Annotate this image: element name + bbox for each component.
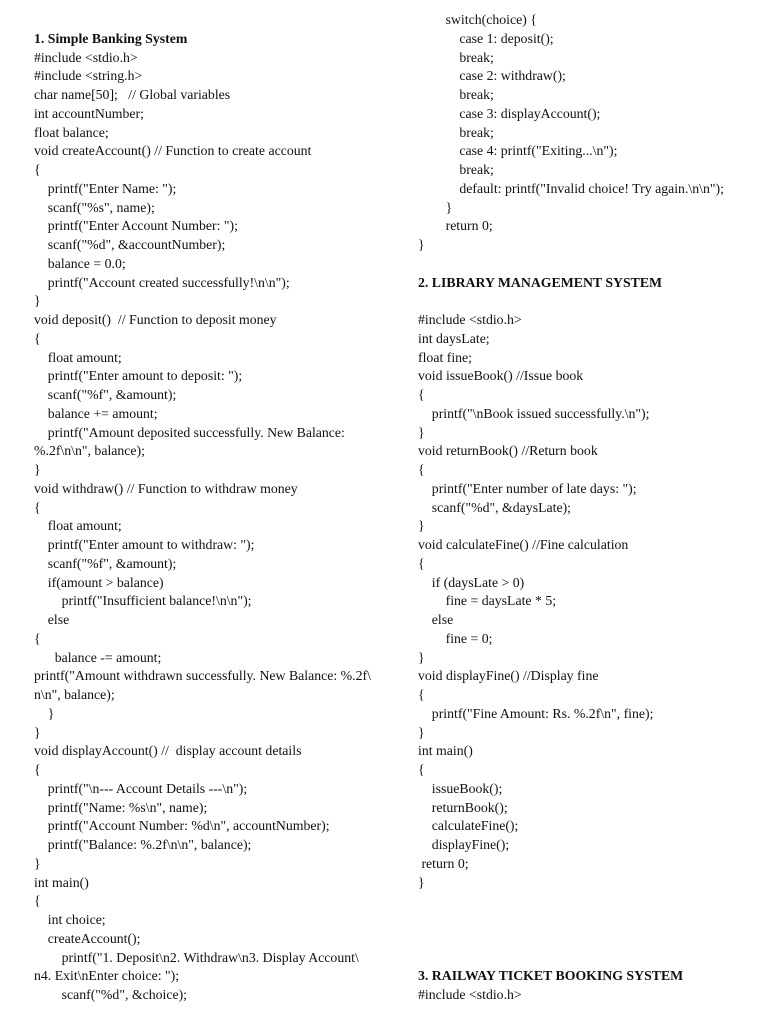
code-line: }: [34, 705, 55, 721]
document-right-column: [418, 11, 758, 1005]
code-line: printf("Fine Amount: Rs. %.2f\n", fine);: [418, 705, 654, 721]
code-line: #include <stdio.h>: [418, 987, 522, 1002]
code-line: [418, 930, 758, 949]
code-line: break;: [418, 49, 494, 65]
code-line: [418, 949, 758, 968]
code-line: case 4: printf("Exiting...\n");: [418, 143, 618, 159]
code-line: balance -= amount;: [34, 649, 162, 665]
code-line: {: [418, 387, 425, 402]
code-line: {: [34, 630, 41, 646]
code-line: void returnBook() //Return book: [418, 443, 598, 459]
code-line: printf("Name: %s\n", name);: [34, 799, 208, 815]
code-line: scanf("%f", &amount);: [34, 555, 177, 571]
code-line: int daysLate;: [418, 330, 490, 346]
code-line: {: [418, 687, 425, 702]
code-line: int main(): [34, 874, 89, 890]
code-line: [418, 292, 758, 311]
code-line: break;: [418, 124, 494, 140]
section-heading: 2. LIBRARY MANAGEMENT SYSTEM: [418, 274, 663, 290]
code-line: float balance;: [34, 124, 109, 140]
code-line: printf("Insufficient balance!\n\n");: [34, 593, 252, 609]
code-line: #include <stdio.h>: [34, 49, 138, 65]
code-line: break;: [418, 87, 494, 102]
code-line: printf("Account Number: %d\n", accountNumber);: [34, 818, 330, 834]
document-left-column: [34, 11, 386, 1005]
code-line: else: [418, 612, 454, 627]
code-line: break;: [418, 162, 494, 177]
section-heading: 3. RAILWAY TICKET BOOKING SYSTEM: [418, 968, 684, 984]
code-line: void issueBook() //Issue book: [418, 368, 584, 384]
code-line: n\n", balance);: [34, 687, 115, 702]
code-line: printf("Balance: %.2f\n\n", balance);: [34, 837, 252, 852]
code-line: }: [418, 724, 425, 740]
code-line: returnBook();: [418, 799, 508, 815]
code-line: {: [418, 762, 425, 777]
code-line: #include <string.h>: [34, 68, 143, 84]
code-line: return 0;: [418, 855, 469, 871]
code-line: printf("Amount deposited successfully. New Balance:: [34, 424, 345, 440]
code-line: printf("Amount withdrawn successfully. New Balance: %.2f\: [34, 668, 371, 684]
code-line: {: [418, 462, 425, 477]
code-line: [34, 11, 386, 30]
code-line: }: [34, 855, 41, 871]
code-line: }: [34, 724, 41, 740]
code-line: void calculateFine() //Fine calculation: [418, 537, 629, 552]
code-line: printf("Enter amount to withdraw: ");: [34, 537, 255, 552]
code-line: else: [34, 612, 70, 627]
code-line: #include <stdio.h>: [418, 312, 522, 327]
code-line: void deposit() // Function to deposit money: [34, 312, 277, 327]
code-line: printf("1. Deposit\n2. Withdraw\n3. Display Account\: [34, 949, 359, 965]
code-line: scanf("%s", name);: [34, 199, 155, 215]
code-line: void createAccount() // Function to create account: [34, 143, 312, 159]
code-line: [418, 892, 758, 911]
code-line: void displayAccount() // display account details: [34, 743, 302, 759]
code-line: [418, 255, 758, 274]
code-line: switch(choice) {: [418, 12, 537, 27]
code-line: {: [34, 330, 41, 346]
code-line: calculateFine();: [418, 818, 519, 834]
code-line: {: [34, 893, 41, 909]
code-line: scanf("%d", &daysLate);: [418, 499, 572, 515]
code-line: balance += amount;: [34, 405, 158, 421]
code-line: int choice;: [34, 912, 106, 927]
code-line: float amount;: [34, 349, 122, 365]
code-line: balance = 0.0;: [34, 255, 126, 271]
code-line: [418, 911, 758, 930]
code-line: }: [418, 874, 425, 890]
section-heading: 1. Simple Banking System: [34, 30, 188, 46]
code-line: case 1: deposit();: [418, 30, 554, 46]
code-line: n4. Exit\nEnter choice: ");: [34, 968, 180, 984]
code-line: }: [418, 649, 425, 665]
code-line: printf("\n--- Account Details ---\n");: [34, 780, 248, 796]
code-line: }: [418, 424, 425, 440]
code-line: fine = daysLate * 5;: [418, 593, 557, 609]
code-line: %.2f\n\n", balance);: [34, 443, 145, 459]
code-line: scanf("%d", &choice);: [34, 987, 188, 1002]
code-line: char name[50]; // Global variables: [34, 87, 231, 102]
code-line: scanf("%f", &amount);: [34, 387, 177, 402]
code-line: if (daysLate > 0): [418, 574, 525, 590]
code-line: printf("Enter amount to deposit: ");: [34, 368, 243, 384]
code-line: default: printf("Invalid choice! Try again.\n\n");: [418, 180, 724, 196]
code-line: {: [418, 555, 425, 571]
code-line: {: [34, 499, 41, 515]
code-line: printf("\nBook issued successfully.\n");: [418, 405, 650, 421]
code-line: issueBook();: [418, 780, 503, 796]
code-line: displayFine();: [418, 837, 510, 852]
code-line: }: [418, 518, 425, 534]
code-line: }: [418, 237, 425, 252]
code-line: printf("Enter Account Number: ");: [34, 218, 238, 234]
code-line: {: [34, 162, 41, 177]
code-line: case 3: displayAccount();: [418, 105, 601, 121]
code-line: float amount;: [34, 518, 122, 534]
code-line: fine = 0;: [418, 630, 493, 646]
code-line: int main(): [418, 743, 473, 759]
code-line: }: [418, 199, 453, 215]
code-line: float fine;: [418, 349, 473, 365]
code-line: createAccount();: [34, 930, 141, 946]
code-line: {: [34, 762, 41, 777]
code-line: if(amount > balance): [34, 574, 164, 590]
code-line: void withdraw() // Function to withdraw money: [34, 480, 298, 496]
code-line: void displayFine() //Display fine: [418, 668, 599, 684]
code-line: return 0;: [418, 218, 493, 234]
code-line: scanf("%d", &accountNumber);: [34, 237, 226, 252]
code-line: int accountNumber;: [34, 105, 144, 121]
code-line: case 2: withdraw();: [418, 68, 566, 84]
code-line: }: [34, 462, 41, 477]
code-line: }: [34, 293, 41, 309]
code-line: printf("Account created successfully!\n\n");: [34, 274, 290, 290]
code-line: printf("Enter number of late days: ");: [418, 480, 637, 496]
code-line: printf("Enter Name: ");: [34, 180, 177, 196]
